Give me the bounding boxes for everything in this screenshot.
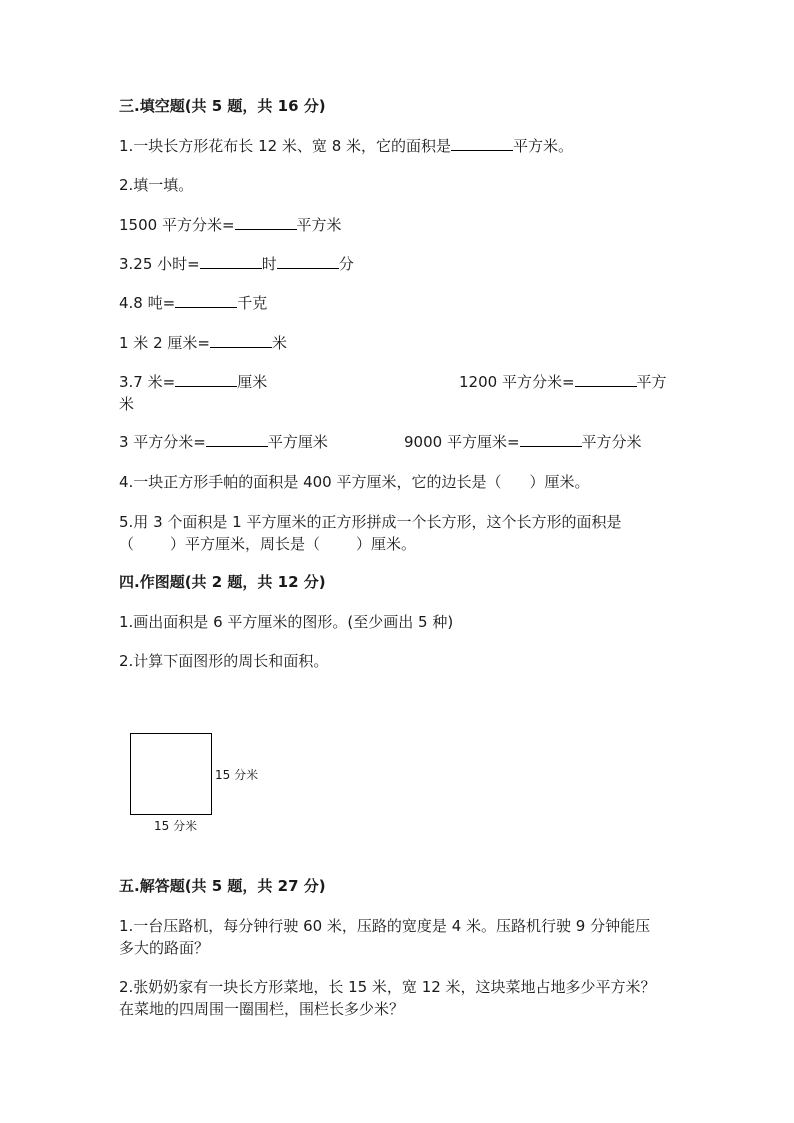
item-text: 1500 平方分米= [119, 216, 235, 234]
question-text: 4.一块正方形手帕的面积是 400 平方厘米，它的边长是（ [119, 473, 502, 491]
s3-q2-item-e [119, 371, 267, 393]
item-text: 平方米 [296, 216, 342, 234]
section5-title: 五.解答题(共 5 题，共 27 分) [119, 877, 326, 895]
s3-q2-item-h [404, 431, 642, 453]
square-bottom-label: 15 分米 [154, 819, 198, 833]
question-text: ）厘米。 [529, 473, 590, 491]
s3-q2-item-f [459, 371, 667, 393]
s5-question-2-line2: 在菜地的四周围一圈围栏，围栏长多少米？ [119, 1000, 405, 1018]
item-text: 时 [261, 255, 277, 273]
item-text: 米 [271, 334, 287, 352]
item-text: 平方 [636, 373, 667, 391]
s3-question-5-line1: 5.用 3 个面积是 1 平方厘米的正方形拼成一个长方形，这个长方形的面积是 [119, 513, 622, 531]
s3-q2-item-f-wrap: 米 [119, 395, 135, 413]
item-text: 4.8 吨= [119, 294, 176, 312]
item-text: 3.7 米= [119, 373, 176, 391]
question-text: ）厘米。 [356, 535, 417, 553]
s3-question-2-intro: 2.填一填。 [119, 176, 194, 194]
question-text: 平方米。 [513, 137, 574, 155]
square-side-label: 15 分米 [215, 768, 259, 782]
question-text: ）平方厘米，周长是（ [170, 535, 321, 553]
s3-q2-item-a [119, 214, 342, 236]
answer-blank[interactable] [520, 432, 582, 447]
item-text: 平方分米 [581, 433, 642, 451]
s3-question-1 [119, 135, 573, 157]
question-text: （ [119, 535, 135, 553]
answer-blank[interactable] [200, 254, 262, 269]
section4-title: 四.作图题(共 2 题，共 12 分) [119, 573, 326, 591]
s5-question-1-line1: 1.一台压路机，每分钟行驶 60 米，压路的宽度是 4 米。压路机行驶 9 分钟能压 [119, 917, 651, 935]
item-text: 厘米 [237, 373, 268, 391]
item-text: 1200 平方分米= [459, 373, 575, 391]
item-text: 9000 平方厘米= [404, 433, 520, 451]
s3-q2-item-b [119, 253, 354, 275]
s5-question-2-line1: 2.张奶奶家有一块长方形菜地，长 15 米，宽 12 米，这块菜地占地多少平方米？ [119, 978, 656, 996]
answer-blank[interactable] [575, 372, 637, 387]
s3-q2-item-d [119, 332, 287, 354]
s3-q2-item-g [119, 431, 328, 453]
item-text: 平方厘米 [267, 433, 328, 451]
answer-blank[interactable] [277, 254, 339, 269]
item-text: 千克 [237, 294, 268, 312]
section3-title: 三.填空题(共 5 题，共 16 分) [119, 97, 326, 115]
answer-blank[interactable] [175, 293, 237, 308]
answer-blank[interactable] [206, 432, 268, 447]
s4-question-2: 2.计算下面图形的周长和面积。 [119, 652, 329, 670]
answer-blank[interactable] [175, 372, 237, 387]
question-text: 1.一块长方形花布长 12 米、宽 8 米，它的面积是 [119, 137, 452, 155]
s3-question-5-line2 [119, 533, 416, 555]
item-text: 分 [338, 255, 354, 273]
item-text: 3.25 小时= [119, 255, 200, 273]
answer-blank[interactable] [210, 333, 272, 348]
s5-question-1-line2: 多大的路面？ [119, 939, 210, 957]
item-text: 3 平方分米= [119, 433, 206, 451]
s3-q2-item-c [119, 292, 267, 314]
square-figure [130, 733, 212, 815]
s3-question-4 [119, 471, 590, 493]
item-text: 1 米 2 厘米= [119, 334, 210, 352]
answer-blank[interactable] [451, 136, 513, 151]
answer-blank[interactable] [235, 215, 297, 230]
s4-question-1: 1.画出面积是 6 平方厘米的图形。(至少画出 5 种) [119, 613, 454, 631]
